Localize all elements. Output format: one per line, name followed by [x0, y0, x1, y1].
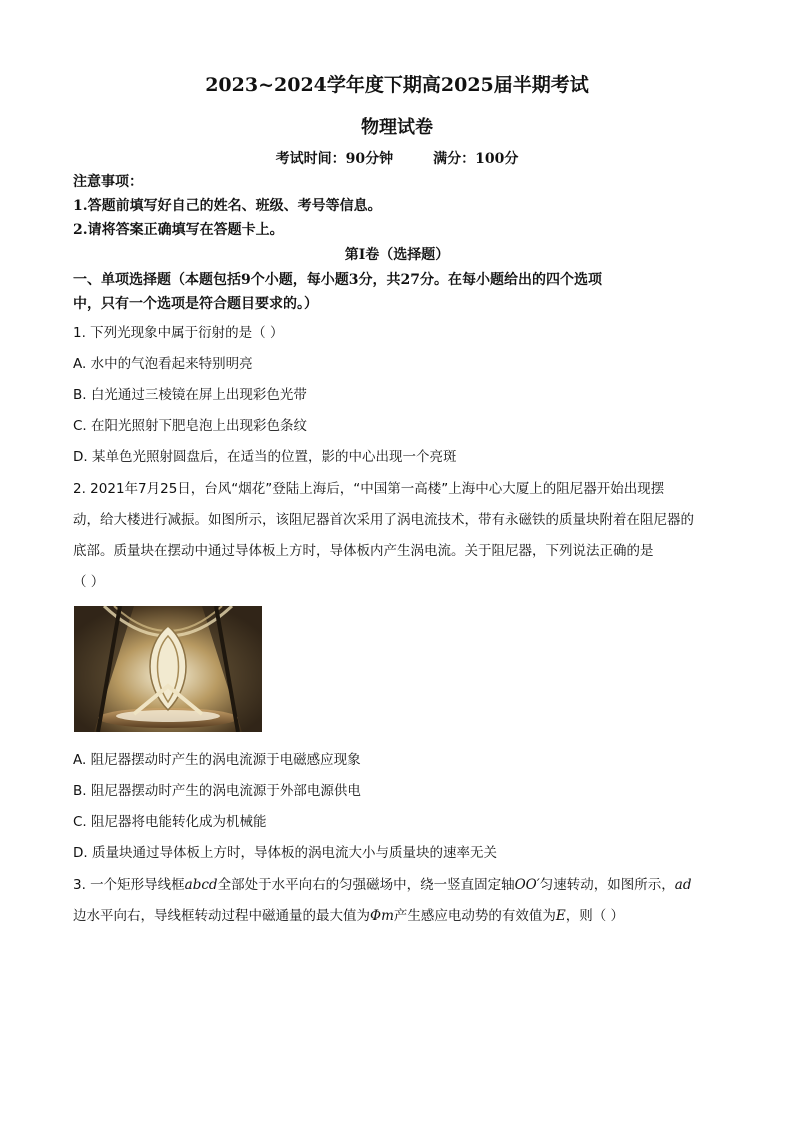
q1-option-d: D. 某单色光照射圆盘后，在适当的位置，影的中心出现一个亮斑 [73, 449, 457, 465]
q1-stem: 1. 下列光现象中属于衍射的是（ ） [73, 325, 284, 341]
q1-option-a: A. 水中的气泡看起来特别明亮 [73, 356, 253, 372]
section-title: 第Ⅰ卷（选择题） [344, 247, 450, 263]
q1-option-b: B. 白光通过三棱镜在屏上出现彩色光带 [73, 387, 307, 403]
q3-var-ad: ad [674, 877, 692, 893]
q3-text: 匀速转动，如图所示， [539, 877, 675, 893]
exam-info [0, 148, 794, 168]
q2-stem-line-4: （ ） [73, 574, 105, 590]
q2-option-c: C. 阻尼器将电能转化成为机械能 [73, 814, 267, 830]
q3-text: ，则（ ） [565, 908, 625, 924]
q2-stem-line-2: 动，给大楼进行减振。如图所示，该阻尼器首次采用了涡电流技术，带有永磁铁的质量块附着在阻尼器的 [73, 512, 694, 528]
q2-option-a: A. 阻尼器摆动时产生的涡电流源于电磁感应现象 [73, 752, 361, 768]
q3-var-flux: Φm [370, 908, 394, 924]
q2-stem-line-3: 底部。质量块在摆动中通过导体板上方时，导体板内产生涡电流。关于阻尼器，下列说法正确的是 [73, 543, 654, 559]
q3-var-axis: OO′ [514, 877, 540, 893]
q2-stem-line-1: 2. 2021年7月25日，台风“烟花”登陆上海后，“中国第一高楼”上海中心大厦上的阻尼器开始出现摆 [73, 481, 665, 497]
q3-text: 边水平向右，导线框转动过程中磁通量的最大值为 [73, 908, 370, 924]
q2-option-b: B. 阻尼器摆动时产生的涡电流源于外部电源供电 [73, 783, 361, 799]
notice-item-1: 1.答题前填写好自己的姓名、班级、考号等信息。 [73, 198, 382, 214]
damper-photo [74, 606, 262, 732]
exam-title: 2023~2024学年度下期高2025届半期考试 [205, 74, 589, 96]
q3-stem-line-1 [73, 875, 733, 895]
q3-text: 3. 一个矩形导线框 [73, 877, 185, 893]
exam-subtitle: 物理试卷 [361, 117, 433, 138]
q1-option-c: C. 在阳光照射下肥皂泡上出现彩色条纹 [73, 418, 308, 434]
q3-text: 全部处于水平向右的匀强磁场中，绕一竖直固定轴 [217, 877, 515, 893]
notice-heading: 注意事项： [73, 174, 143, 190]
section-intro-line-1: 一、单项选择题（本题包括9个小题，每小题3分，共27分。在每小题给出的四个选项 [73, 272, 602, 288]
exam-score: 满分：100分 [433, 151, 519, 167]
exam-time: 考试时间：90分钟 [275, 151, 394, 167]
q3-var-abcd: abcd [184, 877, 218, 893]
q3-text: 产生感应电动势的有效值为 [393, 908, 556, 924]
q3-stem-line-2 [73, 906, 733, 926]
notice-item-2: 2.请将答案正确填写在答题卡上。 [73, 222, 284, 238]
section-intro-line-2: 中，只有一个选项是符合题目要求的。） [73, 296, 318, 312]
q3-var-emf: E [555, 908, 566, 924]
q2-option-d: D. 质量块通过导体板上方时，导体板的涡电流大小与质量块的速率无关 [73, 845, 497, 861]
